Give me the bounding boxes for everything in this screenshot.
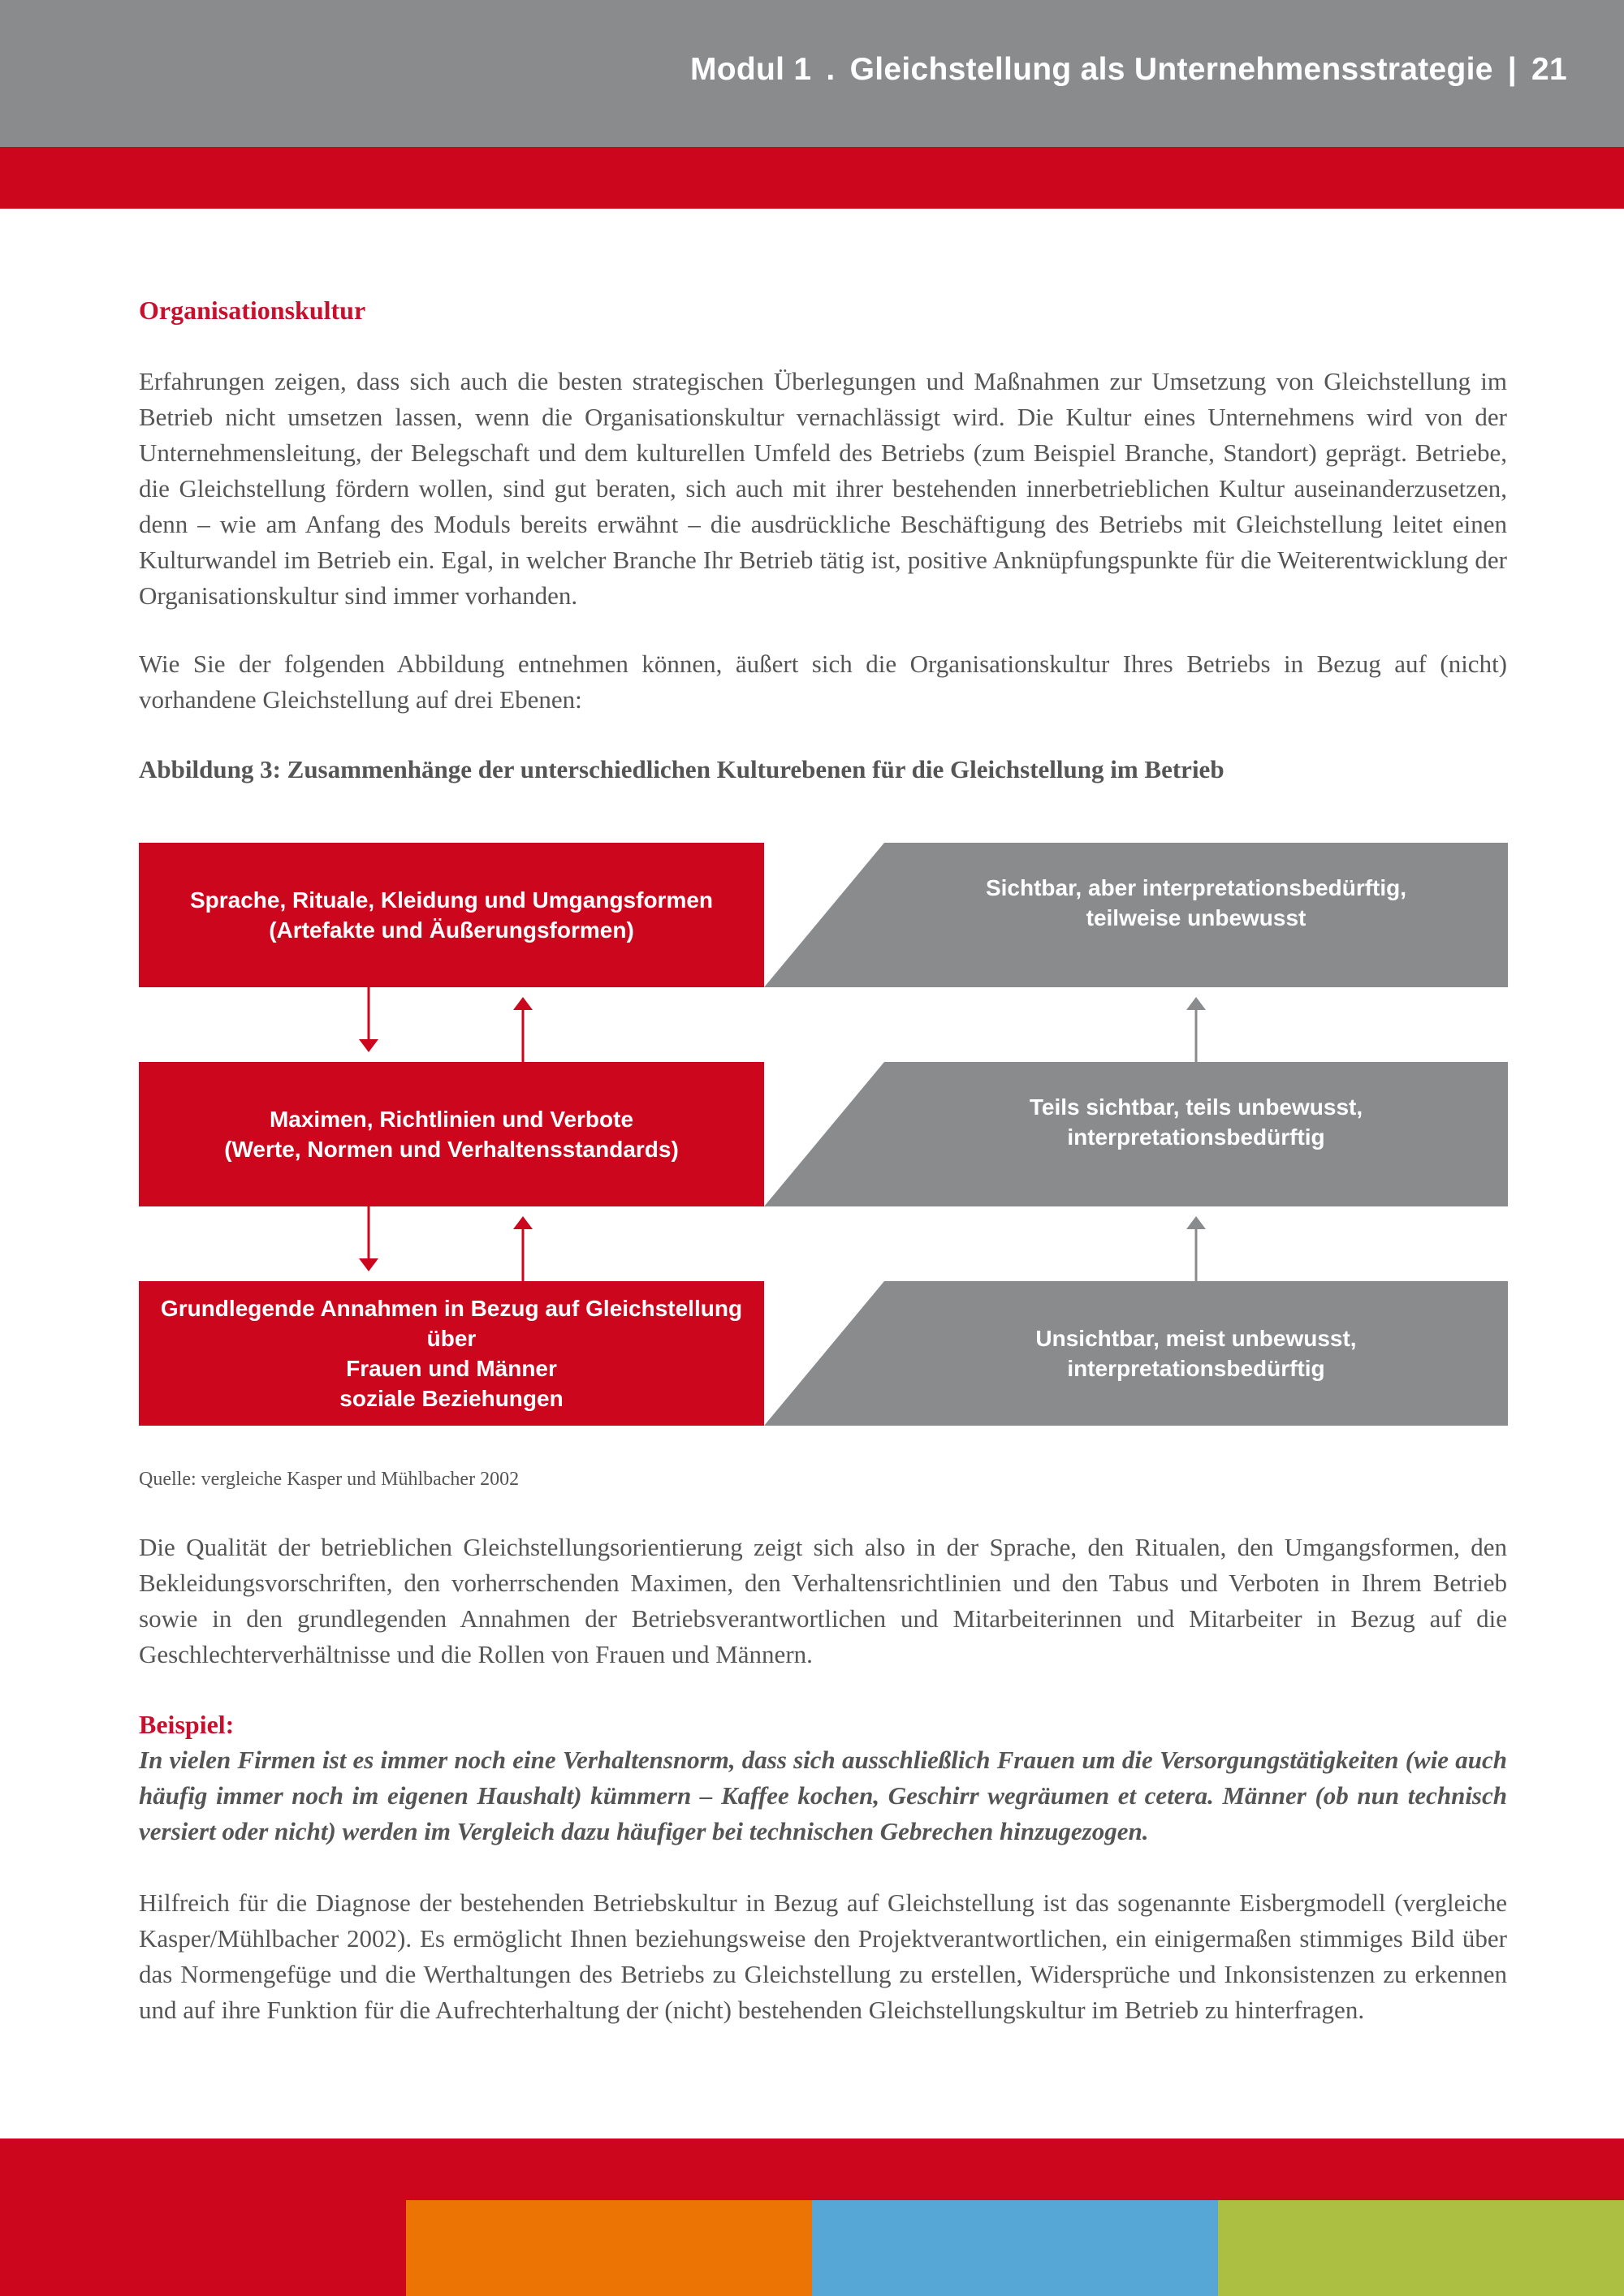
level-2-left-line-2: (Werte, Normen und Verhaltensstandards) (224, 1137, 679, 1162)
header-accent-stripe (0, 147, 1624, 209)
level-1-left-line-1: Sprache, Rituale, Kleidung und Umgangsformen (189, 887, 714, 913)
module-label: Modul 1 (690, 52, 812, 87)
section-heading: Organisationskultur (139, 296, 366, 325)
level-2-right-line-2: interpretationsbedürftig (1067, 1124, 1325, 1150)
header-pipe: | (1507, 52, 1518, 87)
level-2-right-line-1: Teils sichtbar, teils unbewusst, (1029, 1094, 1363, 1120)
page-number: 21 (1531, 52, 1567, 87)
intro-paragraph: Erfahrungen zeigen, dass sich auch die besten strategischen Überlegungen und Maßnahmen zur Umsetzung von Gleichstellung im Betrieb nicht umsetzen lassen, wenn die Organisationskultur vernachlässigt wird. Die Kultur eines Unternehmens wird von der Unternehmensleitung, der Belegschaft und dem kulturellen Umfeld des Betriebs (zum Beispiel Branche, Standort) geprägt. Betriebe, die Gleichstellung fördern wollen, sind gut beraten, sich auch mit ihrer bestehenden innerbetrieblichen Kultur auseinanderzusetzen, denn – wie am Anfang des Moduls bereits erwähnt – die ausdrückliche Beschäftigung des Betriebs mit Gleichstellung leitet einen Kulturwandel im Betrieb ein. Egal, in welcher Branche Ihr Betrieb tätig ist, positive Anknüpfungspunkte für die Weiterentwicklung der Organisationskultur sind immer vorhanden. (139, 367, 1507, 610)
module-title: Gleichstellung als Unternehmensstrategie (849, 52, 1493, 87)
footer-orange-segment (406, 2200, 812, 2296)
gray-up-arrow-2-1 (1186, 997, 1206, 1062)
quality-paragraph: Die Qualität der betrieblichen Gleichstellungsorientierung zeigt sich also in der Sprache, den Ritualen, den Umgangsformen, den Bekleidungsvorschriften, den vorherrschenden Maximen, den Verhaltensrichtlinien und den Tabus und Verboten in Ihrem Betrieb sowie in den grundlegenden Annahmen der Betriebsverantwortlichen und Mitarbeiterinnen und Mitarbeiter in Bezug auf die Geschlechterverhältnisse und die Rollen von Frauen und Männern. (139, 1533, 1507, 1668)
iceberg-paragraph: Hilfreich für die Diagnose der bestehenden Betriebskultur in Bezug auf Gleichstellung ist das sogenannte Eisbergmodell (vergleiche Kasper/Mühlbacher 2002). Es ermöglicht Ihnen beziehungsweise den Projektverantwortlichen, ein einigermaßen stimmiges Bild über das Normengefüge und die Werthaltungen des Betriebs zu Gleichstellung zu erstellen, Widersprüche und Inkonsistenzen zu erkennen und auf ihre Funktion für die Aufrechterhaltung der (nicht) bestehenden Gleichstellungskultur im Betrieb zu hinterfragen. (139, 1888, 1507, 2024)
module-separator: . (826, 52, 836, 87)
diagram-arrows (139, 843, 1508, 1427)
level-1-right-line-1: Sichtbar, aber interpretationsbedürftig, (985, 875, 1407, 900)
example-text: In vielen Firmen ist es immer noch eine Verhaltensnorm, dass sich ausschließlich Frauen um die Versorgungstätigkeiten (wie auch häufig immer noch im eigenen Haushalt) kümmern – Kaffee kochen, Geschirr wegräumen et cetera. Männer (ob nun technisch versiert oder nicht) werden im Vergleich dazu häufiger bei technischen Gebrechen hinzugezogen. (139, 1746, 1507, 1845)
down-arrow-1-2 (359, 987, 378, 1052)
down-arrow-2-3 (359, 1206, 378, 1271)
footer-red-segment (0, 2200, 406, 2296)
level-2-left-line-1: Maximen, Richtlinien und Verbote (269, 1107, 634, 1132)
figure-caption: Abbildung 3: Zusammenhänge der unterschiedlichen Kulturebenen für die Gleichstellung im Betrieb (139, 755, 1224, 783)
gray-up-arrow-3-2 (1186, 1216, 1206, 1281)
example-heading: Beispiel: (139, 1710, 235, 1739)
level-3-right-line-1: Unsichtbar, meist unbewusst, (1035, 1326, 1357, 1351)
up-arrow-2-1 (513, 997, 533, 1062)
level-3-left-line-2: Frauen und Männer (346, 1356, 557, 1381)
level-3-left-line-1: Grundlegende Annahmen in Bezug auf Gleichstellung über (160, 1296, 743, 1351)
lead-in-paragraph: Wie Sie der folgenden Abbildung entnehmen können, äußert sich die Organisationskultur Ihres Betriebs in Bezug auf (nicht) vorhandene Gleichstellung auf drei Ebenen: (139, 650, 1507, 714)
figure-source: Quelle: vergleiche Kasper und Mühlbacher 2002 (139, 1469, 520, 1490)
level-1-left-line-2: (Artefakte und Äußerungsformen) (269, 917, 634, 943)
footer-blue-segment (812, 2200, 1218, 2296)
running-header (690, 52, 1567, 88)
level-3-right-line-2: interpretationsbedürftig (1067, 1356, 1325, 1381)
level-1-right-line-2: teilweise unbewusst (1086, 905, 1307, 930)
footer-green-segment (1218, 2200, 1624, 2296)
level-3-left-line-3: soziale Beziehungen (339, 1386, 564, 1411)
culture-levels-diagram (139, 843, 1508, 1427)
up-arrow-3-2 (513, 1216, 533, 1281)
footer-red-band (0, 2138, 1624, 2200)
